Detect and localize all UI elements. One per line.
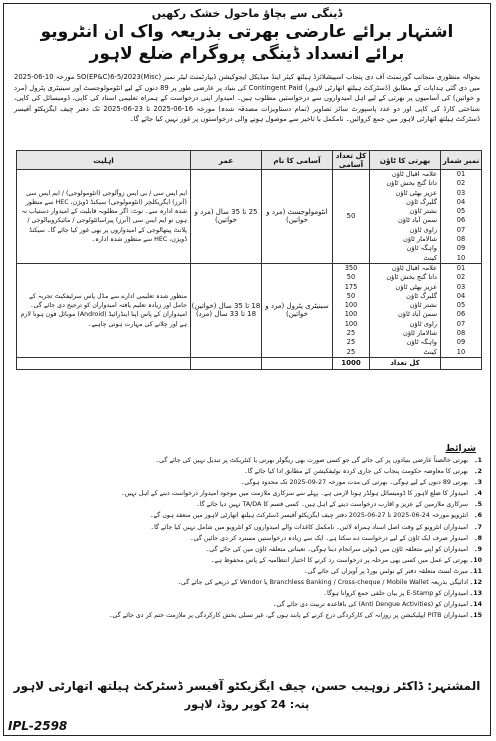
condition-text: امیدوار کا ضلع لاہور کا ڈومیسائل ہولڈر ہونا لازمی ہے۔ پہلے سے سرکاری ملازمت میں موجود امیدوار درخواست دینے کے اہل نہیں۔ xyxy=(120,490,468,498)
condition-number: 15۔ xyxy=(469,612,482,620)
post-cell: انٹومولوجسٹ (مرد و خواتین) xyxy=(262,170,333,264)
list-item: علامہ اقبال ٹاؤن xyxy=(391,170,437,178)
condition-text: امیدوار صرف ایک ٹاؤن کے لیے درخواست دے سکتا ہے۔ ایک سے زیادہ درخواستیں مسترد کر دی جائیں گی۔ xyxy=(189,534,468,542)
list-item: 10 xyxy=(456,253,466,262)
serial-cell xyxy=(441,263,482,357)
page-subtitle: برائے انسداد ڈینگی پروگرام ضلع لاہور xyxy=(89,44,405,64)
condition-number: 4۔ xyxy=(473,490,482,498)
list-item: 05 xyxy=(456,207,466,216)
list-item: داتا گنج بخش ٹاؤن xyxy=(386,179,437,188)
list-item: واہگہ ٹاؤن xyxy=(406,244,437,253)
list-item: 09 xyxy=(456,244,466,253)
list-item: واہگہ ٹاؤن xyxy=(406,338,437,347)
vacancy-table xyxy=(16,150,482,370)
condition-number: 8۔ xyxy=(473,534,482,542)
header-post: آسامی کا نام xyxy=(262,151,333,170)
ipl-code: IPL-2598 xyxy=(8,719,68,733)
condition-number: 5۔ xyxy=(473,501,482,509)
list-item: شالامار ٹاؤن xyxy=(403,329,437,338)
condition-item xyxy=(14,510,482,521)
qualification-cell: ایم ایس سی / بی ایس زوآلوجی (انٹومولوجی) / ایم ایس سی (آنرز) ایگریکلچر (انٹومولوجی) سیکنڈ ڈویژن، HEC سے منظور شدہ ادارہ سے۔ نوٹ: اگر مطلوبہ قابلیت کے امیدوار دستیاب نہ ہوں تو ایم ایس سی (آنرز) پیراسائٹولوجی / مائیکروبیالوجی / پلانٹ پیتھالوجی کے امیدواروں پر بھی غور کیا جائے گا۔ سیکنڈ ڈویژن، HEC سے منظور شدہ ادارہ۔ xyxy=(17,170,191,264)
condition-item xyxy=(14,466,482,477)
header-qualification: اہلیت xyxy=(17,151,191,170)
total-label: کل تعداد xyxy=(370,357,441,369)
list-item: 07 xyxy=(456,319,466,328)
list-item: 350 xyxy=(344,263,358,272)
header-town: بھرتی کا ٹاؤن xyxy=(370,151,441,170)
page-title: اشتہار برائے عارضی بھرتی بذریعہ واک ان انٹرویو xyxy=(40,22,454,42)
age-cell: 25 تا 35 سال (مرد و خواتین) xyxy=(191,170,262,264)
condition-text: انٹرویو مورخہ 24-06-2025 تا 27-06-2025 دفتر چیف ایگزیکٹو آفیسر ڈسٹرکٹ ہیلتھ اتھارٹی لاہور میں منعقد ہوں گے۔ xyxy=(149,512,468,520)
condition-text: میرٹ لسٹ متعلقہ دفتر کے نوٹس بورڈ پر آویزاں کی جائے گی۔ xyxy=(303,567,468,575)
condition-number: 12۔ xyxy=(469,579,482,587)
dengue-slogan: ڈینگی سے بچاؤ ماحول خشک رکھیں xyxy=(151,7,343,20)
empty-cell xyxy=(262,357,333,369)
condition-text: امیدواران کو اپنے متعلقہ ٹاؤن میں ڈیوٹی سرانجام دینا ہوگی۔ تعیناتی متعلقہ ٹاؤن میں کی جائے گی۔ xyxy=(205,545,468,553)
condition-item xyxy=(14,533,482,544)
town-cell xyxy=(370,170,441,264)
list-item: 07 xyxy=(456,225,466,234)
list-item: 05 xyxy=(456,301,466,310)
condition-item xyxy=(14,555,482,566)
list-item: 50 xyxy=(346,291,356,300)
list-item: 02 xyxy=(456,273,466,282)
list-item: نشتر ٹاؤن xyxy=(409,207,437,216)
condition-item xyxy=(14,544,482,555)
total-value: 1000 xyxy=(333,357,370,369)
list-item: 25 xyxy=(346,338,356,347)
list-item: 01 xyxy=(456,170,466,178)
header-serial: نمبر شمار xyxy=(441,151,482,170)
condition-text: بھرتی کا معاوضہ حکومت پنجاب کی جاری کردہ نوٹیفکیشن کے مطابق ادا کیا جائے گا۔ xyxy=(244,468,468,476)
condition-item xyxy=(14,522,482,533)
conditions-list xyxy=(14,455,482,621)
list-item: داتا گنج بخش ٹاؤن xyxy=(386,273,437,282)
condition-text: سرکاری ملازمین کے عزیز و اقارب درخواست دینے کے اہل ہیں۔ کسی قسم کا TA/DA نہیں دیا جائے گا۔ xyxy=(196,501,468,509)
condition-item xyxy=(14,488,482,499)
condition-item xyxy=(14,577,482,588)
count-list xyxy=(333,264,369,357)
serial-cell xyxy=(441,170,482,264)
town-list xyxy=(370,170,440,263)
condition-number: 6۔ xyxy=(473,512,482,520)
list-item: علامہ اقبال ٹاؤن xyxy=(391,263,437,272)
age-cell: 18 تا 35 سال (خواتین) 18 تا 33 سال (مرد) xyxy=(191,263,262,357)
intro-paragraph: بحوالہ منظوری منجانب گورنمنٹ آف دی پنجاب اسپیشلائزڈ ہیلتھ کیئر اینڈ میڈیکل ایجوکیشن ڈیپارٹمنٹ لیٹر نمبر SO(EP&C)6-5/2023(Misc) مورخہ 10-06-2025 میں دی گئی ہدایات کے مطابق (ڈسٹرکٹ ہیلتھ اتھارٹی لاہور) Contingent Paid کی بنیاد پر عارضی طور پر 89 دنوں کے لیے انٹومولوجسٹ اور سینیٹری پٹرول (مرد و خواتین) کی آسامیوں پر بھرتی کے لیے اہل امیدواروں سے درخواستیں مطلوب ہیں۔ امیدوار اپنی درخواست کے ہمراہ تعلیمی اسناد کی کاپی، ڈومیسائل کی کاپی، شناختی کارڈ کی کاپی اور دو عدد پاسپورٹ سائز تصاویر (تمام دستاویزات مصدقہ شدہ) مورخہ 16-06-2025 تا 23-06-2025 تک دفتر چیف ایگزیکٹو آفیسر ڈسٹرکٹ ہیلتھ اتھارٹی لاہور میں جمع کروائیں۔ نامکمل یا تاخیر سے موصول ہونے والی درخواستوں پر غور نہیں کیا جائے گا۔ xyxy=(14,73,480,124)
header-age: عمر xyxy=(191,151,262,170)
list-item: نشتر ٹاؤن xyxy=(409,301,437,310)
condition-item xyxy=(14,588,482,599)
condition-item xyxy=(14,566,482,577)
condition-text: امیدواران کو E-Stamp پر بیان حلفی جمع کروانا ہوگا۔ xyxy=(323,590,468,598)
list-item: عزیز بھٹی ٹاؤن xyxy=(395,188,437,197)
list-item: شالامار ٹاؤن xyxy=(403,235,437,244)
list-item: راوی ٹاؤن xyxy=(409,225,437,234)
town-list xyxy=(370,264,440,357)
condition-item xyxy=(14,455,482,466)
condition-text: امیدواران PITB ایپلیکیشن پر روزانہ کی کارکردگی درج کرنے کے پابند ہوں گے، غیر تسلی بخش کارکردگی پر ملازمت ختم کر دی جائے گی۔ xyxy=(108,612,468,620)
table-total-row xyxy=(17,357,482,369)
empty-cell xyxy=(441,357,482,369)
conditions-title: شرائط xyxy=(445,444,476,454)
advertiser-name: المشتہر: ڈاکٹر زوہیب حسن، چیف ایگزیکٹو آفیسر ڈسٹرکٹ ہیلتھ اتھارٹی لاہور xyxy=(13,679,481,693)
condition-item xyxy=(14,610,482,621)
count-cell: 50 xyxy=(333,170,370,264)
condition-text: بھرتی خالصتاً عارضی بنیادوں پر کی جائے گی جو کسی صورت بھی ریگولر بھرتی یا کنٹریکٹ پر تبدیل نہیں کی جائے گی۔ xyxy=(155,457,468,464)
advertiser-address: پتہ: 24 کوپر روڈ، لاہور xyxy=(184,698,310,711)
list-item: 02 xyxy=(456,179,466,188)
list-item: 25 xyxy=(346,329,356,338)
list-item: 06 xyxy=(456,310,466,319)
qualification-cell: منظور شدہ تعلیمی ادارے سے مڈل پاس سرٹیفکیٹ تجربہ کے حامل اور زیادہ تعلیم یافتہ امیدواران کو ترجیح دی جائے گی۔ امیدواران کے پاس اپنا اینڈرائیڈ (Android) موبائل فون ہونا لازم ہے اور چلانے کی مہارت ہونی چاہیے۔ xyxy=(17,263,191,357)
condition-number: 11۔ xyxy=(469,567,482,575)
condition-number: 14۔ xyxy=(469,601,482,609)
list-item: 06 xyxy=(456,216,466,225)
list-item: عزیز بھٹی ٹاؤن xyxy=(395,282,437,291)
advertisement-page xyxy=(3,3,491,736)
list-item: 03 xyxy=(456,282,466,291)
empty-cell xyxy=(191,357,262,369)
list-item: گلبرگ ٹاؤن xyxy=(406,197,437,206)
condition-number: 2۔ xyxy=(473,468,482,476)
empty-cell xyxy=(17,357,191,369)
condition-item xyxy=(14,477,482,488)
condition-number: 10۔ xyxy=(469,556,482,564)
condition-text: ادائیگی بذریعہ Branchless Banking / Cross-cheque / Mobile Wallet یا Vendor کے ذریعے کی جائے گی۔ xyxy=(177,579,468,587)
town-cell xyxy=(370,263,441,357)
serial-list xyxy=(441,264,481,357)
list-item: 25 xyxy=(346,347,356,356)
list-item: کینٹ xyxy=(423,253,437,262)
condition-item xyxy=(14,499,482,510)
table-row-entomologist xyxy=(17,170,482,264)
list-item: 04 xyxy=(456,291,466,300)
condition-text: امیدواران کو (Anti Dengue Activities) کی باقاعدہ تربیت دی جائے گی۔ xyxy=(272,601,468,609)
list-item: کینٹ xyxy=(423,347,437,356)
header-count: کل تعداد آسامی xyxy=(333,151,370,170)
list-item: 10 xyxy=(456,347,466,356)
condition-number: 9۔ xyxy=(473,545,482,553)
list-item: سمن آباد ٹاؤن xyxy=(397,310,437,319)
condition-number: 3۔ xyxy=(473,479,482,487)
list-item: 03 xyxy=(456,188,466,197)
table-header-row xyxy=(17,151,482,170)
list-item: راوی ٹاؤن xyxy=(409,319,437,328)
list-item: گلبرگ ٹاؤن xyxy=(406,291,437,300)
list-item: 100 xyxy=(344,301,358,310)
list-item: 04 xyxy=(456,197,466,206)
count-cell xyxy=(333,263,370,357)
list-item: 09 xyxy=(456,338,466,347)
list-item: 01 xyxy=(456,263,466,272)
condition-text: امیدواران انٹرویو کے وقت اصل اسناد ہمراہ لائیں۔ نامکمل کاغذات والے امیدواروں کو انٹرویو میں شامل نہیں کیا جائے گا۔ xyxy=(150,523,468,531)
table-row-sanitary-patrol xyxy=(17,263,482,357)
post-cell: سینیٹری پٹرول (مرد و خواتین) xyxy=(262,263,333,357)
serial-list xyxy=(441,170,481,263)
list-item: 100 xyxy=(344,319,358,328)
condition-item xyxy=(14,599,482,610)
list-item: 50 xyxy=(346,273,356,282)
list-item: سمن آباد ٹاؤن xyxy=(397,216,437,225)
list-item: 08 xyxy=(456,329,466,338)
condition-number: 1۔ xyxy=(473,457,482,464)
list-item: 175 xyxy=(344,282,358,291)
condition-text: بھرتی 89 دنوں کے لیے ہوگی۔ بھرتی کی مدت مورخہ 27-09-2025 تک محدود ہوگی۔ xyxy=(240,479,468,487)
condition-text: بھرتی کے عمل میں کسی بھی مرحلہ پر درخواست رد کرنے کا اختیار انتظامیہ کے پاس محفوظ ہے۔ xyxy=(210,556,468,564)
condition-number: 7۔ xyxy=(473,523,482,531)
condition-number: 13۔ xyxy=(469,590,482,598)
list-item: 100 xyxy=(344,310,358,319)
list-item: 08 xyxy=(456,235,466,244)
